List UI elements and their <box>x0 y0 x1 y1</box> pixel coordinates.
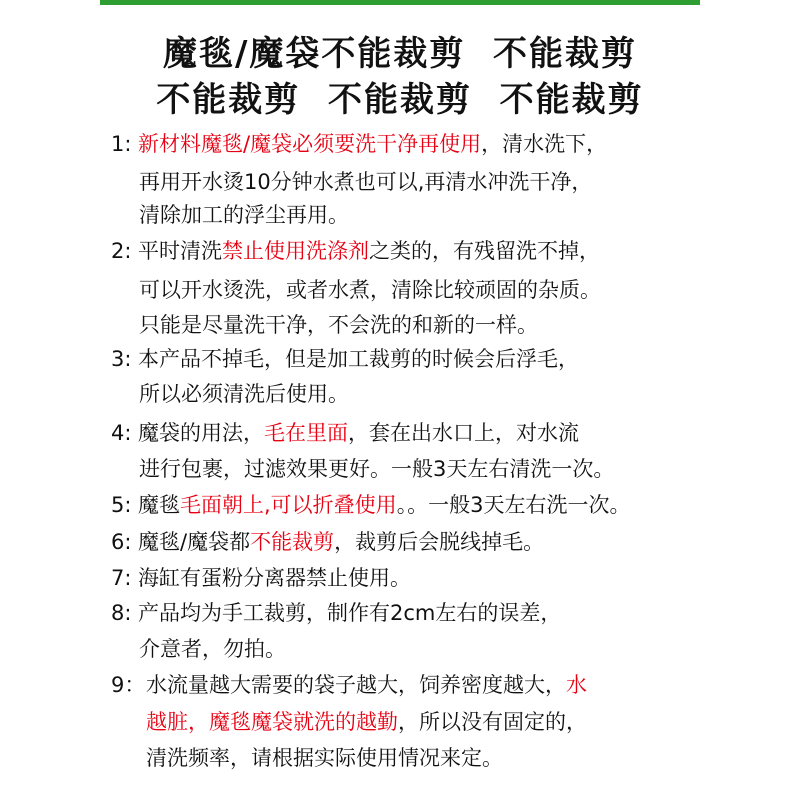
highlight-text: 禁止使用洗涤剂 <box>222 239 369 263</box>
body-text: 平时清洗 <box>138 239 222 263</box>
body-text: 之类的，有残留洗不掉， <box>369 239 600 263</box>
body-text: 海缸有蛋粉分离器禁止使用。 <box>138 566 411 590</box>
body-text: 再用开水烫10分钟水煮也可以,再清水冲洗干净， <box>139 170 593 194</box>
body-text: 清洗频率，请根据实际使用情况来定。 <box>146 746 503 770</box>
body-text: 介意者，勿拍。 <box>139 637 286 661</box>
item-number: 7: <box>111 566 132 590</box>
item-2-line-2 <box>139 278 601 303</box>
body-text: 本产品不掉毛，但是加工裁剪的时候会后浮毛， <box>138 347 579 371</box>
item-5-line-1 <box>111 493 631 518</box>
item-number: 6: <box>111 530 132 554</box>
body-text: 清除加工的浮尘再用。 <box>139 203 349 227</box>
highlight-text: 毛面朝上,可以折叠使用 <box>180 493 397 517</box>
item-8-line-2 <box>139 637 286 662</box>
item-2-line-1 <box>111 239 600 264</box>
body-text: 进行包裹，过滤效果更好。一般3天左右清洗一次。 <box>139 457 615 481</box>
body-text: ，所以没有固定的， <box>398 710 587 734</box>
item-number: 4: <box>111 421 132 445</box>
body-text: 产品均为手工裁剪，制作有2cm左右的误差， <box>138 601 562 625</box>
item-3-line-1 <box>111 347 579 372</box>
item-4-line-2 <box>139 457 614 482</box>
body-text: 所以必须清洗后使用。 <box>139 382 349 406</box>
highlight-text: 水 <box>566 673 587 697</box>
body-text: 。。一般3天左右洗一次。 <box>396 493 631 517</box>
body-text: 可以开水烫洗，或者水煮，清除比较顽固的杂质。 <box>139 278 601 302</box>
top-green-line <box>100 0 700 5</box>
item-1-line-3 <box>139 203 349 228</box>
item-number: 5: <box>111 493 132 517</box>
item-number: 9： <box>111 673 146 697</box>
highlight-text: 不能裁剪 <box>250 530 335 554</box>
item-4-line-1 <box>111 421 579 446</box>
body-text: 只能是尽量洗干净，不会洗的和新的一样。 <box>139 313 538 337</box>
item-6-line-1 <box>111 530 545 555</box>
body-text: ，裁剪后会脱线掉毛。 <box>334 530 545 554</box>
body-text: ，套在出水口上，对水流 <box>348 421 579 445</box>
body-text: 魔袋的用法， <box>138 421 264 445</box>
item-1-line-2 <box>139 170 592 195</box>
highlight-text: 越脏，魔毯魔袋就洗的越勤 <box>146 710 398 734</box>
item-7-line-1 <box>111 566 411 591</box>
item-number: 3: <box>111 347 132 371</box>
item-3-line-2 <box>139 382 349 407</box>
body-text: ，清水洗下， <box>481 132 608 156</box>
item-number: 2: <box>111 239 132 263</box>
item-8-line-1 <box>111 601 562 626</box>
body-text: 魔毯 <box>138 493 180 517</box>
item-number: 1: <box>111 132 132 156</box>
highlight-text: 新材料魔毯/魔袋必须要洗干净再使用 <box>138 132 482 156</box>
page-title-line-2: 不能裁剪 不能裁剪 不能裁剪 <box>156 80 644 120</box>
item-number: 8: <box>111 601 132 625</box>
body-text: 魔毯/魔袋都 <box>138 530 251 554</box>
highlight-text: 毛在里面 <box>264 421 348 445</box>
item-9-line-3 <box>146 746 503 771</box>
page-title-line-1: 魔毯/魔袋不能裁剪 不能裁剪 <box>162 34 638 74</box>
item-9-line-2 <box>146 710 587 735</box>
body-text: 水流量越大需要的袋子越大，饲养密度越大， <box>146 673 566 697</box>
item-1-line-1 <box>111 132 608 157</box>
item-2-line-3 <box>139 313 538 338</box>
item-9-line-1 <box>111 673 587 698</box>
